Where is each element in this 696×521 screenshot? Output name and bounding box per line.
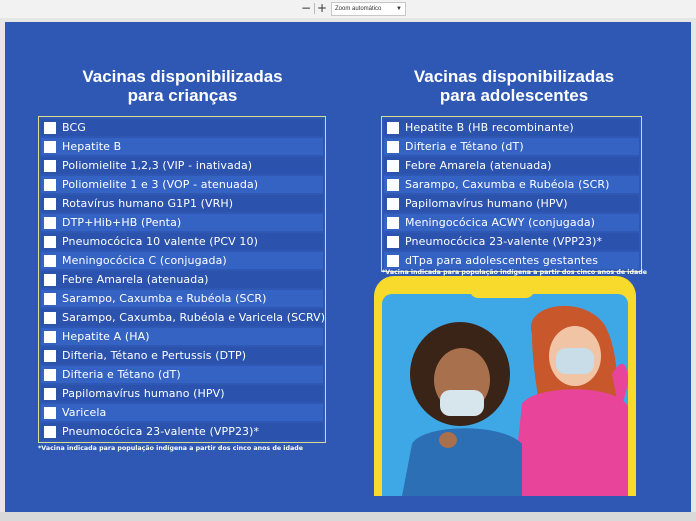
vaccine-row	[41, 347, 323, 364]
vaccine-row	[384, 138, 639, 155]
vaccine-label: Varicela	[62, 406, 107, 419]
teens-title	[384, 67, 644, 105]
zoom-select-value: Zoom automático	[335, 6, 382, 12]
vaccine-checkbox[interactable]	[44, 236, 56, 248]
vaccine-label: Poliomielite 1 e 3 (VOP - atenuada)	[62, 178, 259, 191]
teen-mask	[556, 348, 594, 374]
chevron-down-icon: ▼	[396, 6, 402, 12]
teen-pink-top	[512, 389, 628, 496]
zoom-select[interactable]	[331, 2, 406, 16]
vaccine-label: Papilomavírus humano (HPV)	[405, 197, 568, 210]
vaccine-label: Poliomielite 1,2,3 (VIP - inativada)	[62, 159, 253, 172]
vaccine-checkbox[interactable]	[44, 388, 56, 400]
vaccine-row	[41, 423, 323, 440]
vaccine-checkbox[interactable]	[44, 255, 56, 267]
children-photo-illustration	[382, 294, 628, 496]
vaccine-checkbox[interactable]	[44, 160, 56, 172]
vaccine-label: Difteria e Tétano (dT)	[405, 140, 524, 153]
child-hand	[439, 432, 457, 448]
children-title-line2: para crianças	[127, 86, 238, 105]
vaccine-label: Febre Amarela (atenuada)	[62, 273, 209, 286]
vaccine-row	[41, 119, 323, 136]
vaccine-label: Difteria, Tétano e Pertussis (DTP)	[62, 349, 247, 362]
zoom-out-button[interactable]: −	[300, 1, 312, 15]
teens-title-line1: Vacinas disponibilizadas	[413, 67, 615, 86]
vaccine-label: Sarampo, Caxumba e Rubéola (SCR)	[405, 178, 610, 191]
vaccine-row	[384, 252, 639, 269]
vaccine-checkbox[interactable]	[44, 426, 56, 438]
vaccine-checkbox[interactable]	[44, 407, 56, 419]
vaccine-label: Pneumocócica 23-valente (VPP23)*	[405, 235, 603, 248]
vaccine-checkbox[interactable]	[387, 198, 399, 210]
zoom-in-button[interactable]: +	[316, 1, 328, 15]
teens-title-line2: para adolescentes	[439, 86, 589, 105]
teens-footnote: *Vacina indicada para população indígena a partir dos cinco anos de idade	[382, 269, 647, 276]
children-vaccine-list	[38, 116, 326, 443]
vaccine-label: BCG	[62, 121, 86, 134]
vaccine-row	[384, 195, 639, 212]
vaccine-checkbox[interactable]	[44, 217, 56, 229]
vaccine-row	[41, 176, 323, 193]
vaccine-row	[41, 404, 323, 421]
children-footnote: *Vacina indicada para população indígena a partir dos cinco anos de idade	[38, 445, 303, 452]
vaccine-label: Difteria e Tétano (dT)	[62, 368, 181, 381]
vaccine-checkbox[interactable]	[44, 198, 56, 210]
vaccine-label: Papilomavírus humano (HPV)	[62, 387, 225, 400]
vaccine-row	[41, 385, 323, 402]
vaccine-label: dTpa para adolescentes gestantes	[405, 254, 599, 267]
vaccine-row	[41, 138, 323, 155]
pdf-viewer-toolbar	[0, 0, 696, 18]
vaccine-label: Sarampo, Caxumba, Rubéola e Varicela (SCRV)	[62, 311, 326, 324]
vaccine-label: Hepatite B (HB recombinante)	[405, 121, 574, 134]
toolbar-separator	[314, 3, 315, 14]
child-blue-top	[402, 428, 522, 496]
vaccine-checkbox[interactable]	[387, 160, 399, 172]
child-mask	[440, 390, 484, 416]
children-title-line1: Vacinas disponibilizadas	[82, 67, 283, 86]
vaccine-row	[41, 271, 323, 288]
vaccine-label: Febre Amarela (atenuada)	[405, 159, 552, 172]
vaccine-label: Rotavírus humano G1P1 (VRH)	[62, 197, 234, 210]
vaccine-checkbox[interactable]	[44, 141, 56, 153]
vaccine-row	[41, 290, 323, 307]
vaccine-row	[384, 176, 639, 193]
vaccine-label: Meningocócica C (conjugada)	[62, 254, 227, 267]
vaccine-checkbox[interactable]	[387, 141, 399, 153]
vaccine-row	[41, 366, 323, 383]
vaccine-checkbox[interactable]	[387, 217, 399, 229]
teens-vaccine-list	[381, 116, 642, 272]
vaccine-row	[41, 252, 323, 269]
vaccine-checkbox[interactable]	[387, 236, 399, 248]
vaccine-label: Hepatite B	[62, 140, 122, 153]
vaccine-row	[384, 119, 639, 136]
vaccine-label: Hepatite A (HA)	[62, 330, 150, 343]
vaccine-checkbox[interactable]	[387, 255, 399, 267]
vaccine-checkbox[interactable]	[44, 331, 56, 343]
vaccine-label: Sarampo, Caxumba e Rubéola (SCR)	[62, 292, 267, 305]
vaccine-label: DTP+Hib+HB (Penta)	[62, 216, 182, 229]
vaccine-row	[41, 309, 326, 326]
vaccine-row	[384, 157, 639, 174]
vaccine-row	[384, 214, 639, 231]
vaccine-checkbox[interactable]	[387, 179, 399, 191]
vaccine-checkbox[interactable]	[44, 274, 56, 286]
vaccine-checkbox[interactable]	[44, 122, 56, 134]
vaccine-checkbox[interactable]	[44, 350, 56, 362]
vaccine-row	[41, 233, 323, 250]
vaccine-row	[41, 214, 323, 231]
page-gap	[0, 512, 696, 521]
vaccine-checkbox[interactable]	[387, 122, 399, 134]
vaccine-checkbox[interactable]	[44, 179, 56, 191]
vaccine-row	[41, 328, 323, 345]
vaccine-checkbox[interactable]	[44, 293, 56, 305]
vaccine-row	[41, 195, 323, 212]
vaccine-checkbox[interactable]	[44, 312, 56, 324]
vaccine-label: Pneumocócica 10 valente (PCV 10)	[62, 235, 258, 248]
vaccine-label: Pneumocócica 23-valente (VPP23)*	[62, 425, 260, 438]
vaccine-checkbox[interactable]	[44, 369, 56, 381]
vaccine-row	[384, 233, 639, 250]
vaccine-row	[41, 157, 323, 174]
vaccine-label: Meningocócica ACWY (conjugada)	[405, 216, 596, 229]
children-title	[55, 67, 310, 105]
